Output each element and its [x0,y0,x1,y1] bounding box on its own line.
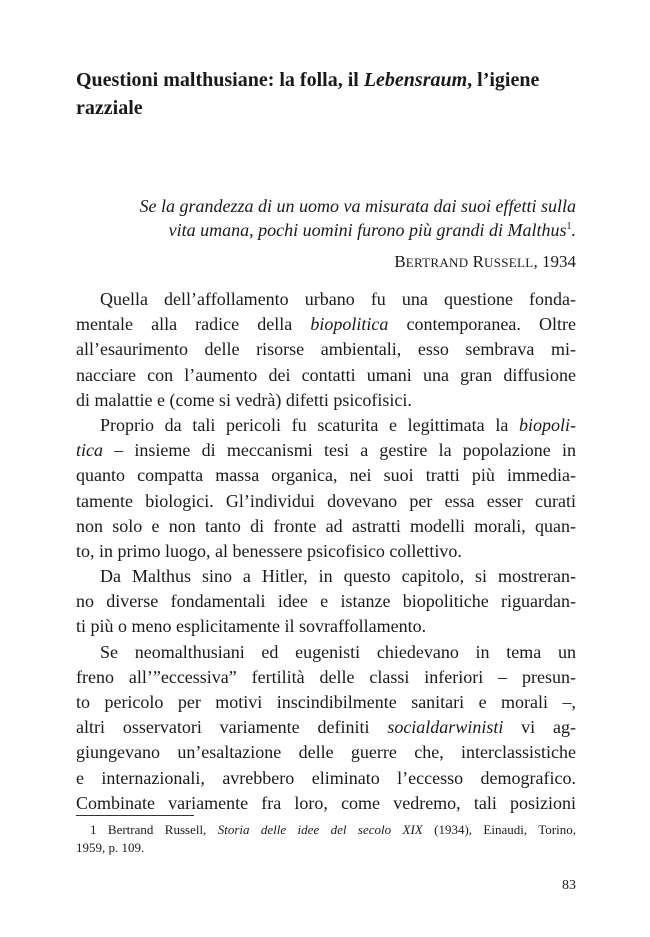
text-line: ti più o meno esplicitamente il sovraffollamento. [76,616,427,637]
text-line: Proprio da tali pericoli fu scaturita e legittimata la biopoli- [100,414,576,435]
text-line: nacciare con l’aumento dei contatti umani una gran diffusione [76,364,576,385]
text-line: giungevano un’esaltazione delle guerre che, interclassistiche [76,742,576,763]
epigraph-attribution: BERTRAND RUSSELL, 1934 [394,252,576,271]
title-italic-term: Lebensraum [363,69,468,91]
footnote-line: 1959, p. 109. [76,840,145,855]
title-line-2: razziale [76,97,143,119]
footnote [76,821,576,857]
text-line: tamente biologici. Gl’individui dovevano per essa esser curati [76,490,576,511]
epigraph-line: Se la grandezza di un uomo va misurata dai suoi effetti sulla [139,196,576,216]
text-line: non solo e non tanto di fronte ad astratti modelli morali, quan- [76,515,576,536]
text-line: mentale alla radice della biopolitica contemporanea. Oltre [76,314,576,335]
title-text-end: , l’igiene [467,69,540,91]
epigraph-quote [76,194,576,242]
text-line: di malattie e (come si vedrà) difetti psicofisici. [76,389,412,410]
text-line: Se neomalthusiani ed eugenisti chiedevano in tema un [100,641,576,662]
text-line: Combinate variamente fra loro, come vedremo, tali posizioni [76,792,576,813]
text-line: freno all’”eccessiva” fertilità delle classi inferiori – presun- [76,666,576,687]
epigraph [76,194,576,275]
epigraph-line: vita umana, pochi uomini furono più grandi di Malthus$^1$. [168,220,576,240]
footnote-number: 1 [90,822,97,837]
text-line: to, in primo luogo, al benessere psicofisico collettivo. [76,540,462,561]
text-line: to pericolo per motivi inscindibilmente sanitari e morali –, [76,692,576,712]
footnote-line: 1 Bertrand Russell, Storia delle idee del secolo XIX (1934), Einaudi, Torino, [90,822,576,837]
text-line: Quella dell’affollamento urbano fu una questione fonda- [100,289,576,309]
text-line: all’esaurimento delle risorse ambientali, esso sembrava mi- [76,339,576,360]
page-number: 83 [562,878,576,893]
footnote-separator [76,815,194,816]
text-line: tica – insieme di meccanismi tesi a gestire la popolazione in [76,440,576,461]
footnote-marker: 1 [566,221,572,232]
text-line: Da Malthus sino a Hitler, in questo capitolo, si mostreran- [100,566,576,587]
text-line: no diverse fondamentali idee e istanze biopolitiche riguardan- [76,591,576,612]
text-line: altri osservatori variamente definiti socialdarwinisti vi ag- [76,717,577,738]
chapter-title [76,66,576,122]
text-line: e internazionali, avrebbero eliminato l’eccesso demografico. [76,767,576,788]
text-line: quanto compatta massa organica, nei suoi tratti più immedia- [76,465,576,486]
title-text: Questioni malthusiane: la folla, il [76,69,364,91]
book-page [76,0,576,937]
body-text [76,287,576,816]
